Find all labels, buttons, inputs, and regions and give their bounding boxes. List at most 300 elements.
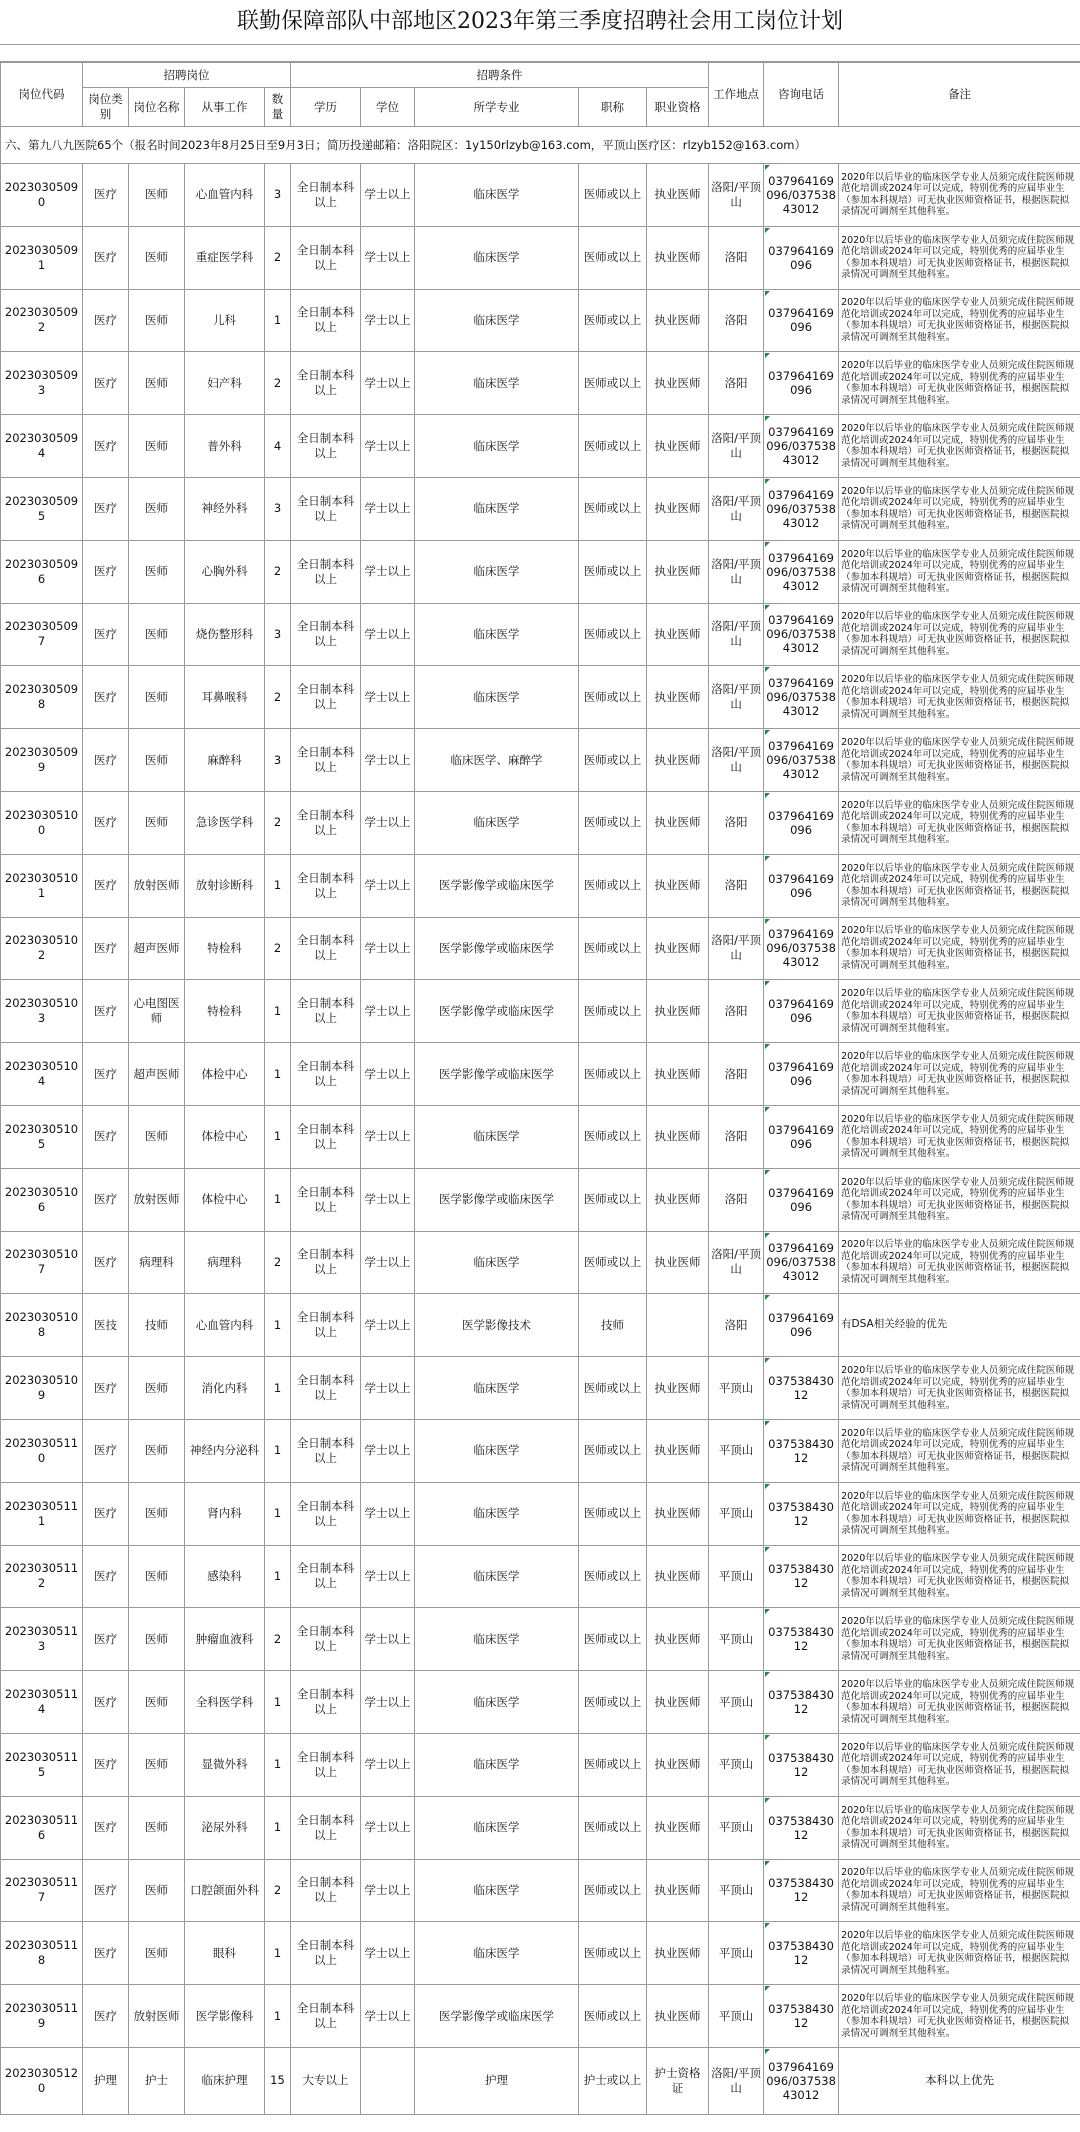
header-phone: 咨询电话 (764, 63, 839, 127)
cell-comment-marker-icon (765, 981, 770, 986)
cell-phone (764, 1608, 839, 1671)
cell-title: 医师或以上 (579, 164, 647, 227)
cell-title: 医师或以上 (579, 854, 647, 917)
cell-major: 医学影像学或临床医学 (415, 917, 579, 980)
cell-count: 2 (265, 666, 291, 729)
phone-text: 037964169096 (768, 1060, 834, 1089)
cell-edu: 全日制本科以上 (291, 666, 361, 729)
cell-major: 临床医学 (415, 1671, 579, 1734)
cell-note: 2020年以后毕业的临床医学专业人员须完成住院医师规范化培训或2024年可以完成，特别优秀的应届毕业生（参加本科规培）可无执业医师资格证书，根据医院拟录情况可调剂至其他科室。 (839, 1231, 1080, 1294)
header-degree: 学位 (361, 88, 415, 127)
cell-place: 平顶山 (709, 1922, 764, 1985)
cell-edu: 全日制本科以上 (291, 729, 361, 792)
cell-phone (764, 289, 839, 352)
cell-degree: 学士以上 (361, 980, 415, 1043)
cell-phone (764, 1859, 839, 1922)
cell-type: 医疗 (83, 917, 129, 980)
cell-edu: 全日制本科以上 (291, 1796, 361, 1859)
cell-code: 20230305097 (1, 603, 83, 666)
table-row (1, 1294, 1080, 1357)
cell-qual: 执业医师 (647, 1608, 709, 1671)
cell-degree: 学士以上 (361, 1608, 415, 1671)
cell-title: 技师 (579, 1294, 647, 1357)
cell-phone (764, 1357, 839, 1420)
cell-edu: 全日制本科以上 (291, 1357, 361, 1420)
cell-comment-marker-icon (765, 165, 770, 170)
cell-count: 1 (265, 1482, 291, 1545)
cell-code: 20230305091 (1, 226, 83, 289)
cell-place: 洛阳/平顶山 (709, 164, 764, 227)
cell-title: 医师或以上 (579, 1985, 647, 2048)
cell-edu: 全日制本科以上 (291, 1545, 361, 1608)
cell-degree: 学士以上 (361, 289, 415, 352)
cell-title: 医师或以上 (579, 1733, 647, 1796)
cell-name: 医师 (129, 1419, 185, 1482)
cell-count: 2 (265, 352, 291, 415)
cell-qual: 执业医师 (647, 1859, 709, 1922)
cell-degree: 学士以上 (361, 1482, 415, 1545)
cell-edu: 全日制本科以上 (291, 1231, 361, 1294)
cell-code: 20230305094 (1, 415, 83, 478)
cell-count: 1 (265, 1168, 291, 1231)
title-spacer (0, 45, 1080, 62)
cell-count: 3 (265, 164, 291, 227)
cell-count: 3 (265, 729, 291, 792)
cell-place: 平顶山 (709, 1608, 764, 1671)
cell-edu: 全日制本科以上 (291, 1043, 361, 1106)
phone-text: 03753843012 (768, 1374, 834, 1403)
cell-type: 医技 (83, 1294, 129, 1357)
cell-comment-marker-icon (765, 1547, 770, 1552)
cell-count: 2 (265, 226, 291, 289)
cell-degree (361, 2047, 415, 2114)
cell-work: 麻醉科 (185, 729, 265, 792)
phone-text: 037964169096/03753843012 (766, 173, 836, 216)
cell-qual: 执业医师 (647, 1671, 709, 1734)
cell-work: 重症医学科 (185, 226, 265, 289)
cell-phone (764, 1482, 839, 1545)
cell-note: 2020年以后毕业的临床医学专业人员须完成住院医师规范化培训或2024年可以完成，特别优秀的应届毕业生（参加本科规培）可无执业医师资格证书，根据医院拟录情况可调剂至其他科室。 (839, 1105, 1080, 1168)
phone-text: 03753843012 (768, 1750, 834, 1779)
phone-text: 037964169096/03753843012 (766, 425, 836, 468)
cell-major: 临床医学 (415, 226, 579, 289)
cell-qual: 执业医师 (647, 1985, 709, 2048)
cell-note: 2020年以后毕业的临床医学专业人员须完成住院医师规范化培训或2024年可以完成，特别优秀的应届毕业生（参加本科规培）可无执业医师资格证书，根据医院拟录情况可调剂至其他科室。 (839, 1168, 1080, 1231)
cell-edu: 全日制本科以上 (291, 1671, 361, 1734)
cell-degree: 学士以上 (361, 1419, 415, 1482)
cell-note: 2020年以后毕业的临床医学专业人员须完成住院医师规范化培训或2024年可以完成，特别优秀的应届毕业生（参加本科规培）可无执业医师资格证书，根据医院拟录情况可调剂至其他科室。 (839, 1608, 1080, 1671)
cell-qual: 执业医师 (647, 1168, 709, 1231)
cell-code: 20230305092 (1, 289, 83, 352)
cell-title: 医师或以上 (579, 1859, 647, 1922)
cell-degree: 学士以上 (361, 352, 415, 415)
cell-phone (764, 2047, 839, 2114)
header-place: 工作地点 (709, 63, 764, 127)
cell-edu: 全日制本科以上 (291, 1419, 361, 1482)
cell-comment-marker-icon (765, 1923, 770, 1928)
header-code: 岗位代码 (1, 63, 83, 127)
cell-comment-marker-icon (765, 1421, 770, 1426)
cell-phone (764, 1294, 839, 1357)
cell-title: 医师或以上 (579, 540, 647, 603)
cell-comment-marker-icon (765, 1861, 770, 1866)
cell-note: 2020年以后毕业的临床医学专业人员须完成住院医师规范化培训或2024年可以完成，特别优秀的应届毕业生（参加本科规培）可无执业医师资格证书，根据医院拟录情况可调剂至其他科室。 (839, 1922, 1080, 1985)
cell-note: 2020年以后毕业的临床医学专业人员须完成住院医师规范化培训或2024年可以完成，特别优秀的应届毕业生（参加本科规培）可无执业医师资格证书，根据医院拟录情况可调剂至其他科室。 (839, 1545, 1080, 1608)
table-row (1, 917, 1080, 980)
cell-title: 医师或以上 (579, 603, 647, 666)
cell-degree: 学士以上 (361, 1105, 415, 1168)
cell-note: 2020年以后毕业的临床医学专业人员须完成住院医师规范化培训或2024年可以完成，特别优秀的应届毕业生（参加本科规培）可无执业医师资格证书，根据医院拟录情况可调剂至其他科室。 (839, 1043, 1080, 1106)
table-row (1, 1105, 1080, 1168)
cell-title: 医师或以上 (579, 729, 647, 792)
cell-name: 医师 (129, 164, 185, 227)
cell-phone (764, 477, 839, 540)
phone-text: 03753843012 (768, 1688, 834, 1717)
table-row (1, 164, 1080, 227)
cell-note: 2020年以后毕业的临床医学专业人员须完成住院医师规范化培训或2024年可以完成，特别优秀的应届毕业生（参加本科规培）可无执业医师资格证书，根据医院拟录情况可调剂至其他科室。 (839, 1796, 1080, 1859)
cell-note: 2020年以后毕业的临床医学专业人员须完成住院医师规范化培训或2024年可以完成，特别优秀的应届毕业生（参加本科规培）可无执业医师资格证书，根据医院拟录情况可调剂至其他科室。 (839, 1671, 1080, 1734)
cell-qual: 执业医师 (647, 540, 709, 603)
cell-title: 医师或以上 (579, 1105, 647, 1168)
cell-comment-marker-icon (765, 1609, 770, 1614)
table-row (1, 2047, 1080, 2114)
cell-title: 医师或以上 (579, 1168, 647, 1231)
cell-name: 医师 (129, 1733, 185, 1796)
cell-place: 平顶山 (709, 1482, 764, 1545)
cell-place: 平顶山 (709, 1733, 764, 1796)
cell-name: 医师 (129, 1357, 185, 1420)
cell-qual: 执业医师 (647, 729, 709, 792)
cell-place: 平顶山 (709, 1796, 764, 1859)
cell-qual: 执业医师 (647, 1482, 709, 1545)
cell-place: 平顶山 (709, 1357, 764, 1420)
cell-name: 技师 (129, 1294, 185, 1357)
table-row (1, 1733, 1080, 1796)
cell-work: 全科医学科 (185, 1671, 265, 1734)
cell-comment-marker-icon (765, 2049, 770, 2054)
cell-title: 医师或以上 (579, 1482, 647, 1545)
cell-work: 医学影像科 (185, 1985, 265, 2048)
cell-qual: 执业医师 (647, 917, 709, 980)
cell-degree: 学士以上 (361, 1733, 415, 1796)
cell-major: 临床医学 (415, 1482, 579, 1545)
cell-title: 医师或以上 (579, 791, 647, 854)
table-row (1, 1168, 1080, 1231)
table-row (1, 226, 1080, 289)
cell-work: 耳鼻喉科 (185, 666, 265, 729)
cell-edu: 全日制本科以上 (291, 289, 361, 352)
table-row (1, 1608, 1080, 1671)
cell-title: 护士或以上 (579, 2047, 647, 2114)
table-row (1, 352, 1080, 415)
cell-degree: 学士以上 (361, 1922, 415, 1985)
cell-edu: 全日制本科以上 (291, 603, 361, 666)
cell-comment-marker-icon (765, 542, 770, 547)
cell-comment-marker-icon (765, 1986, 770, 1991)
cell-count: 1 (265, 1105, 291, 1168)
cell-count: 2 (265, 791, 291, 854)
cell-place: 洛阳/平顶山 (709, 2047, 764, 2114)
cell-note: 2020年以后毕业的临床医学专业人员须完成住院医师规范化培训或2024年可以完成，特别优秀的应届毕业生（参加本科规培）可无执业医师资格证书，根据医院拟录情况可调剂至其他科室。 (839, 540, 1080, 603)
cell-type: 医疗 (83, 226, 129, 289)
phone-text: 03753843012 (768, 1625, 834, 1654)
cell-place: 洛阳 (709, 854, 764, 917)
cell-comment-marker-icon (765, 1735, 770, 1740)
cell-edu: 全日制本科以上 (291, 352, 361, 415)
cell-degree: 学士以上 (361, 1985, 415, 2048)
cell-work: 神经外科 (185, 477, 265, 540)
cell-type: 医疗 (83, 854, 129, 917)
cell-code: 20230305112 (1, 1545, 83, 1608)
cell-edu: 全日制本科以上 (291, 540, 361, 603)
cell-count: 2 (265, 540, 291, 603)
cell-edu: 全日制本科以上 (291, 1482, 361, 1545)
table-row (1, 540, 1080, 603)
cell-qual: 执业医师 (647, 1796, 709, 1859)
cell-major: 护理 (415, 2047, 579, 2114)
cell-place: 洛阳 (709, 1294, 764, 1357)
cell-comment-marker-icon (765, 919, 770, 924)
cell-type: 医疗 (83, 1859, 129, 1922)
header-name: 岗位名称 (129, 88, 185, 127)
header-row-1 (1, 63, 1080, 88)
cell-type: 医疗 (83, 1105, 129, 1168)
cell-degree: 学士以上 (361, 477, 415, 540)
cell-name: 医师 (129, 603, 185, 666)
cell-major: 临床医学 (415, 666, 579, 729)
cell-title: 医师或以上 (579, 1608, 647, 1671)
cell-edu: 全日制本科以上 (291, 1294, 361, 1357)
table-row (1, 477, 1080, 540)
table-row (1, 1419, 1080, 1482)
cell-major: 临床医学 (415, 791, 579, 854)
cell-count: 1 (265, 289, 291, 352)
cell-qual: 执业医师 (647, 854, 709, 917)
cell-place: 洛阳 (709, 352, 764, 415)
cell-code: 20230305110 (1, 1419, 83, 1482)
cell-comment-marker-icon (765, 605, 770, 610)
cell-phone (764, 1105, 839, 1168)
cell-major: 临床医学 (415, 603, 579, 666)
phone-text: 037964169096 (768, 369, 834, 398)
phone-text: 03753843012 (768, 2002, 834, 2030)
table-row (1, 1043, 1080, 1106)
phone-text: 037964169096 (768, 243, 834, 272)
table-row (1, 1922, 1080, 1985)
cell-note: 2020年以后毕业的临床医学专业人员须完成住院医师规范化培训或2024年可以完成，特别优秀的应届毕业生（参加本科规培）可无执业医师资格证书，根据医院拟录情况可调剂至其他科室。 (839, 226, 1080, 289)
cell-major: 临床医学 (415, 540, 579, 603)
cell-qual: 执业医师 (647, 1231, 709, 1294)
cell-title: 医师或以上 (579, 1545, 647, 1608)
cell-phone (764, 1733, 839, 1796)
cell-name: 医师 (129, 1671, 185, 1734)
cell-qual: 执业医师 (647, 289, 709, 352)
cell-type: 医疗 (83, 1043, 129, 1106)
table-row (1, 1671, 1080, 1734)
cell-name: 放射医师 (129, 854, 185, 917)
cell-place: 洛阳 (709, 226, 764, 289)
cell-type: 医疗 (83, 1231, 129, 1294)
cell-comment-marker-icon (765, 1107, 770, 1112)
cell-title: 医师或以上 (579, 1671, 647, 1734)
cell-count: 1 (265, 1043, 291, 1106)
cell-place: 洛阳 (709, 791, 764, 854)
cell-comment-marker-icon (765, 1672, 770, 1677)
cell-name: 放射医师 (129, 1985, 185, 2048)
header-type: 岗位类别 (83, 88, 129, 127)
cell-qual: 执业医师 (647, 1419, 709, 1482)
cell-count: 1 (265, 1733, 291, 1796)
table-row (1, 1859, 1080, 1922)
cell-comment-marker-icon (765, 228, 770, 233)
cell-note: 本科以上优先 (839, 2047, 1080, 2114)
cell-place: 平顶山 (709, 1419, 764, 1482)
cell-code: 20230305098 (1, 666, 83, 729)
cell-work: 特检科 (185, 980, 265, 1043)
cell-major: 临床医学 (415, 1922, 579, 1985)
cell-work: 儿科 (185, 289, 265, 352)
cell-phone (764, 603, 839, 666)
cell-work: 放射诊断科 (185, 854, 265, 917)
cell-name: 医师 (129, 352, 185, 415)
cell-note: 2020年以后毕业的临床医学专业人员须完成住院医师规范化培训或2024年可以完成，特别优秀的应届毕业生（参加本科规培）可无执业医师资格证书，根据医院拟录情况可调剂至其他科室。 (839, 980, 1080, 1043)
phone-text: 037964169096 (768, 997, 834, 1026)
cell-phone (764, 1545, 839, 1608)
cell-major: 临床医学 (415, 1357, 579, 1420)
cell-place: 洛阳/平顶山 (709, 729, 764, 792)
cell-place: 洛阳/平顶山 (709, 1231, 764, 1294)
cell-work: 神经内分泌科 (185, 1419, 265, 1482)
cell-phone (764, 226, 839, 289)
cell-count: 1 (265, 1985, 291, 2048)
cell-qual: 执业医师 (647, 1922, 709, 1985)
cell-name: 医师 (129, 1105, 185, 1168)
cell-code: 20230305109 (1, 1357, 83, 1420)
cell-place: 洛阳/平顶山 (709, 917, 764, 980)
cell-count: 2 (265, 917, 291, 980)
section-heading: 六、第九八九医院65个（报名时间2023年8月25日至9月3日；简历投递邮箱：洛阳院区：1y150rlzyb@163.com，平顶山医疗区：rlzyb152@163.com） (1, 127, 1080, 164)
cell-note: 2020年以后毕业的临床医学专业人员须完成住院医师规范化培训或2024年可以完成，特别优秀的应届毕业生（参加本科规培）可无执业医师资格证书，根据医院拟录情况可调剂至其他科室。 (839, 666, 1080, 729)
table-row (1, 791, 1080, 854)
phone-text: 037964169096 (768, 306, 834, 335)
cell-qual: 执业医师 (647, 1357, 709, 1420)
cell-title: 医师或以上 (579, 1231, 647, 1294)
cell-edu: 全日制本科以上 (291, 1105, 361, 1168)
cell-phone (764, 980, 839, 1043)
cell-type: 医疗 (83, 1357, 129, 1420)
cell-phone (764, 164, 839, 227)
cell-comment-marker-icon (765, 291, 770, 296)
cell-code: 20230305116 (1, 1796, 83, 1859)
header-title: 职称 (579, 88, 647, 127)
cell-name: 医师 (129, 791, 185, 854)
cell-name: 心电图医师 (129, 980, 185, 1043)
cell-note: 2020年以后毕业的临床医学专业人员须完成住院医师规范化培训或2024年可以完成，特别优秀的应届毕业生（参加本科规培）可无执业医师资格证书，根据医院拟录情况可调剂至其他科室。 (839, 1419, 1080, 1482)
table-row (1, 1357, 1080, 1420)
table-row (1, 1796, 1080, 1859)
cell-phone (764, 791, 839, 854)
cell-note: 2020年以后毕业的临床医学专业人员须完成住院医师规范化培训或2024年可以完成，特别优秀的应届毕业生（参加本科规培）可无执业医师资格证书，根据医院拟录情况可调剂至其他科室。 (839, 603, 1080, 666)
table-row (1, 1482, 1080, 1545)
cell-count: 3 (265, 603, 291, 666)
cell-major: 临床医学 (415, 164, 579, 227)
header-group-conditions: 招聘条件 (291, 63, 709, 88)
cell-type: 医疗 (83, 164, 129, 227)
cell-degree: 学士以上 (361, 1545, 415, 1608)
cell-code: 20230305111 (1, 1482, 83, 1545)
cell-name: 医师 (129, 666, 185, 729)
cell-degree: 学士以上 (361, 1168, 415, 1231)
cell-degree: 学士以上 (361, 226, 415, 289)
cell-phone (764, 666, 839, 729)
cell-type: 医疗 (83, 1419, 129, 1482)
cell-name: 超声医师 (129, 917, 185, 980)
cell-phone (764, 1922, 839, 1985)
phone-text: 03753843012 (768, 1939, 834, 1968)
cell-code: 20230305117 (1, 1859, 83, 1922)
cell-count: 15 (265, 2047, 291, 2114)
cell-comment-marker-icon (765, 1484, 770, 1489)
cell-phone (764, 1231, 839, 1294)
cell-degree: 学士以上 (361, 729, 415, 792)
cell-degree: 学士以上 (361, 164, 415, 227)
cell-degree: 学士以上 (361, 791, 415, 854)
cell-count: 2 (265, 1859, 291, 1922)
table-row (1, 1985, 1080, 2048)
cell-type: 医疗 (83, 1922, 129, 1985)
cell-code: 20230305107 (1, 1231, 83, 1294)
cell-title: 医师或以上 (579, 289, 647, 352)
cell-work: 感染科 (185, 1545, 265, 1608)
cell-code: 20230305115 (1, 1733, 83, 1796)
cell-place: 洛阳 (709, 980, 764, 1043)
cell-note: 2020年以后毕业的临床医学专业人员须完成住院医师规范化培训或2024年可以完成，特别优秀的应届毕业生（参加本科规培）可无执业医师资格证书，根据医院拟录情况可调剂至其他科室。 (839, 917, 1080, 980)
cell-type: 医疗 (83, 352, 129, 415)
cell-qual: 执业医师 (647, 164, 709, 227)
header-work: 从事工作 (185, 88, 265, 127)
cell-type: 医疗 (83, 729, 129, 792)
cell-code: 20230305100 (1, 791, 83, 854)
cell-phone (764, 1671, 839, 1734)
phone-text: 037964169096/03753843012 (766, 927, 836, 970)
cell-name: 医师 (129, 1482, 185, 1545)
cell-major: 临床医学 (415, 477, 579, 540)
cell-name: 超声医师 (129, 1043, 185, 1106)
cell-degree: 学士以上 (361, 1231, 415, 1294)
cell-note: 2020年以后毕业的临床医学专业人员须完成住院医师规范化培训或2024年可以完成，特别优秀的应届毕业生（参加本科规培）可无执业医师资格证书，根据医院拟录情况可调剂至其他科室。 (839, 1482, 1080, 1545)
cell-major: 医学影像学或临床医学 (415, 980, 579, 1043)
cell-code: 20230305104 (1, 1043, 83, 1106)
cell-title: 医师或以上 (579, 477, 647, 540)
cell-type: 医疗 (83, 1608, 129, 1671)
cell-qual: 执业医师 (647, 477, 709, 540)
cell-work: 妇产科 (185, 352, 265, 415)
phone-text: 03753843012 (768, 1436, 834, 1465)
cell-major: 临床医学 (415, 1545, 579, 1608)
cell-phone (764, 1419, 839, 1482)
table-row (1, 854, 1080, 917)
cell-place: 洛阳/平顶山 (709, 540, 764, 603)
cell-note: 2020年以后毕业的临床医学专业人员须完成住院医师规范化培训或2024年可以完成，特别优秀的应届毕业生（参加本科规培）可无执业医师资格证书，根据医院拟录情况可调剂至其他科室。 (839, 164, 1080, 227)
cell-count: 4 (265, 415, 291, 478)
cell-phone (764, 352, 839, 415)
cell-edu: 全日制本科以上 (291, 1733, 361, 1796)
cell-qual: 执业医师 (647, 666, 709, 729)
phone-text: 037964169096/03753843012 (766, 487, 836, 530)
cell-type: 护理 (83, 2047, 129, 2114)
cell-name: 医师 (129, 540, 185, 603)
cell-title: 医师或以上 (579, 917, 647, 980)
